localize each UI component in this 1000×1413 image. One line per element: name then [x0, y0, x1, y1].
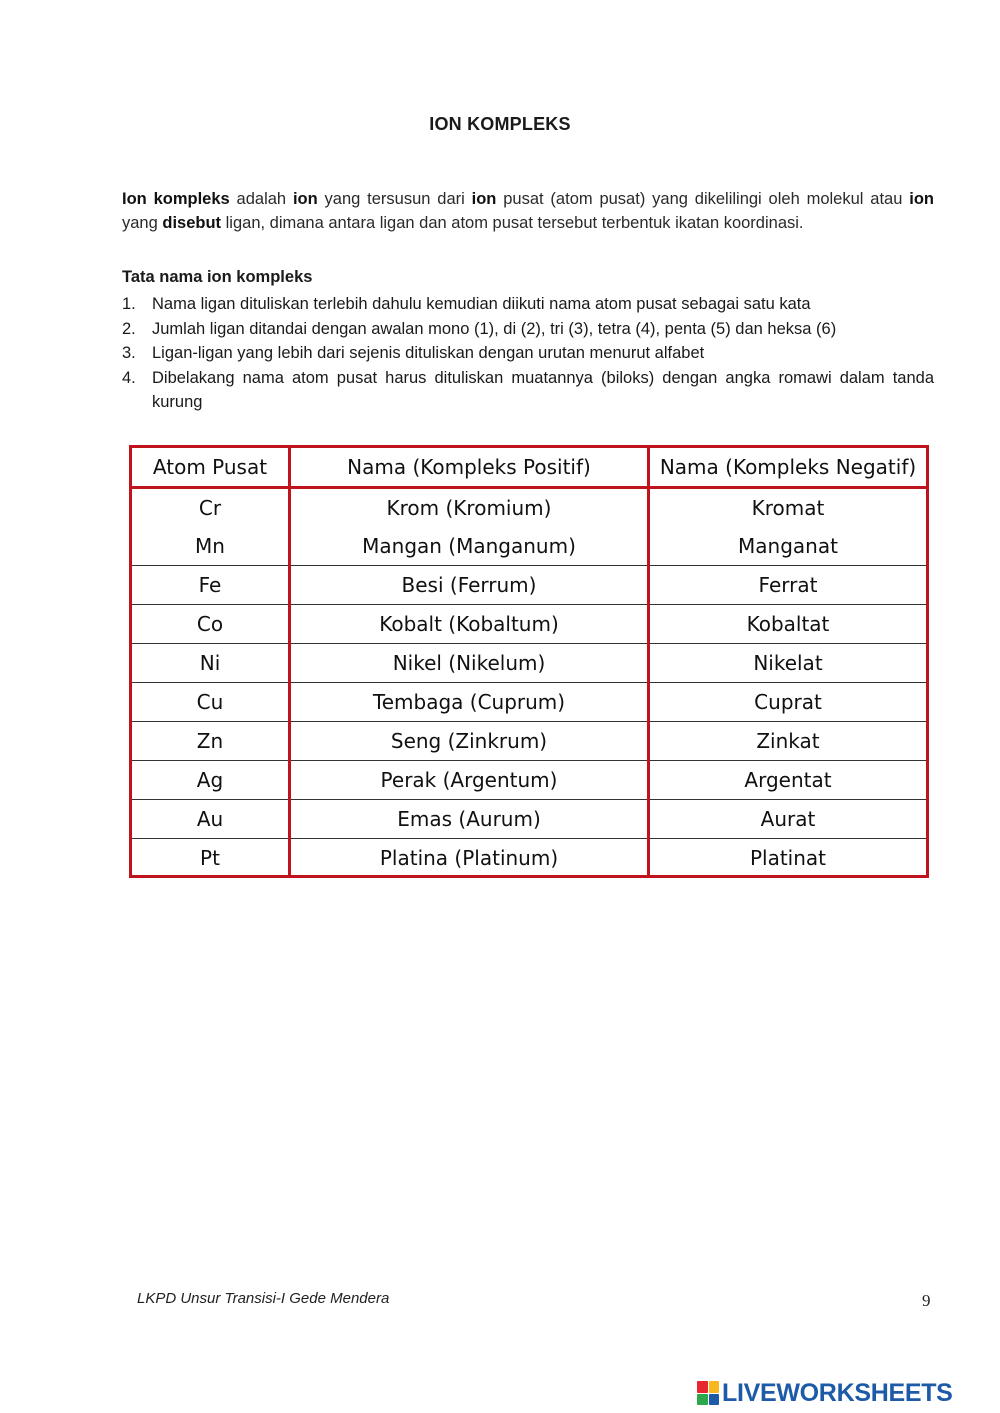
intro-segment: ion — [292, 189, 318, 208]
kompleks-positif-cell: Platina (Platinum) — [290, 839, 649, 878]
kompleks-positif-cell: Mangan (Manganum) — [290, 527, 649, 566]
kompleks-positif-cell: Besi (Ferrum) — [290, 566, 649, 605]
rule-item — [122, 292, 934, 317]
kompleks-negatif-cell: Argentat — [649, 761, 927, 800]
intro-paragraph — [122, 187, 934, 236]
kompleks-positif-cell: Emas (Aurum) — [290, 800, 649, 839]
atom-pusat-cell: Mn — [132, 527, 290, 566]
header-atom-pusat: Atom Pusat — [132, 448, 290, 488]
table-row — [132, 722, 926, 761]
table-row — [132, 683, 926, 722]
atom-pusat-cell: Ag — [132, 761, 290, 800]
atom-pusat-cell: Co — [132, 605, 290, 644]
logo-square — [709, 1394, 720, 1406]
rule-item — [122, 341, 934, 366]
table-row — [132, 644, 926, 683]
kompleks-negatif-cell: Nikelat — [649, 644, 927, 683]
rules-heading: Tata nama ion kompleks — [122, 268, 313, 286]
rule-text: Ligan-ligan yang lebih dari sejenis dituliskan dengan urutan menurut alfabet — [152, 344, 705, 362]
kompleks-positif-cell: Nikel (Nikelum) — [290, 644, 649, 683]
kompleks-positif-cell: Seng (Zinkrum) — [290, 722, 649, 761]
rule-item — [122, 317, 934, 342]
logo-square — [697, 1394, 708, 1406]
ion-table-frame — [129, 445, 929, 878]
atom-pusat-cell: Cr — [132, 488, 290, 528]
kompleks-negatif-cell: Zinkat — [649, 722, 927, 761]
intro-segment: ion — [909, 189, 934, 208]
intro-segment: adalah — [229, 189, 293, 208]
page-number: 9 — [922, 1291, 931, 1310]
rule-number: 3. — [122, 344, 136, 362]
intro-segment: pusat (atom pusat) yang dikelilingi oleh molekul atau — [496, 189, 910, 208]
kompleks-positif-cell: Perak (Argentum) — [290, 761, 649, 800]
atom-pusat-cell: Ni — [132, 644, 290, 683]
header-kompleks-positif: Nama (Kompleks Positif) — [290, 448, 649, 488]
atom-pusat-cell: Cu — [132, 683, 290, 722]
intro-segment: yang — [122, 214, 163, 232]
intro-segment: disebut — [162, 214, 222, 232]
kompleks-negatif-cell: Kromat — [751, 496, 825, 520]
table-row — [132, 761, 926, 800]
kompleks-negatif-cell: Kobaltat — [649, 605, 927, 644]
rule-number: 2. — [122, 319, 136, 338]
logo-square — [697, 1381, 708, 1393]
footer-credit: LKPD Unsur Transisi-I Gede Mendera — [137, 1290, 390, 1307]
kompleks-negatif-cell: Platinat — [649, 839, 927, 878]
liveworksheets-logo-icon — [697, 1381, 719, 1405]
intro-segment: yang tersusun dari — [317, 189, 472, 208]
kompleks-positif-cell: Krom (Kromium) — [290, 488, 649, 528]
kompleks-negatif-cell: Cuprat — [649, 683, 927, 722]
page-title: ION KOMPLEKS — [429, 114, 571, 134]
rule-number: 1. — [122, 295, 136, 313]
table-row — [132, 488, 926, 528]
logo-square — [709, 1381, 720, 1393]
liveworksheets-brand[interactable] — [697, 1378, 953, 1408]
atom-pusat-cell: Pt — [132, 839, 290, 878]
kompleks-negatif-cell: Ferrat — [649, 566, 927, 605]
atom-pusat-cell: Au — [132, 800, 290, 839]
kompleks-positif-cell: Tembaga (Cuprum) — [290, 683, 649, 722]
table-row — [132, 800, 926, 839]
table-row — [132, 527, 926, 566]
kompleks-negatif-cell: Manganat — [738, 534, 838, 558]
table-row — [132, 605, 926, 644]
atom-pusat-cell: Fe — [132, 566, 290, 605]
ion-complex-table — [132, 448, 926, 877]
table-body — [132, 488, 926, 878]
table-row — [132, 566, 926, 605]
rule-text: Dibelakang nama atom pusat harus dituliskan muatannya (biloks) dengan angka romawi dalam tanda kurung — [152, 368, 934, 411]
naming-rules-list — [122, 292, 934, 415]
table-header-row — [132, 448, 926, 488]
table-row — [132, 839, 926, 878]
kompleks-negatif-cell: Aurat — [649, 800, 927, 839]
rule-text: Nama ligan dituliskan terlebih dahulu kemudian diikuti nama atom pusat sebagai satu kata — [152, 295, 811, 313]
brand-text: LIVEWORKSHEETS — [722, 1378, 953, 1407]
intro-segment: ligan, dimana antara ligan dan atom pusat tersebut terbentuk ikatan koordinasi. — [221, 214, 804, 232]
rule-item — [122, 366, 934, 415]
rule-number: 4. — [122, 368, 136, 387]
atom-pusat-cell: Zn — [132, 722, 290, 761]
rule-text: Jumlah ligan ditandai dengan awalan mono (1), di (2), tri (3), tetra (4), penta (5) dan heksa (6) — [152, 319, 837, 338]
intro-segment: ion — [471, 189, 497, 208]
intro-segment: Ion kompleks — [122, 189, 230, 208]
kompleks-positif-cell: Kobalt (Kobaltum) — [290, 605, 649, 644]
header-kompleks-negatif: Nama (Kompleks Negatif) — [649, 448, 927, 488]
